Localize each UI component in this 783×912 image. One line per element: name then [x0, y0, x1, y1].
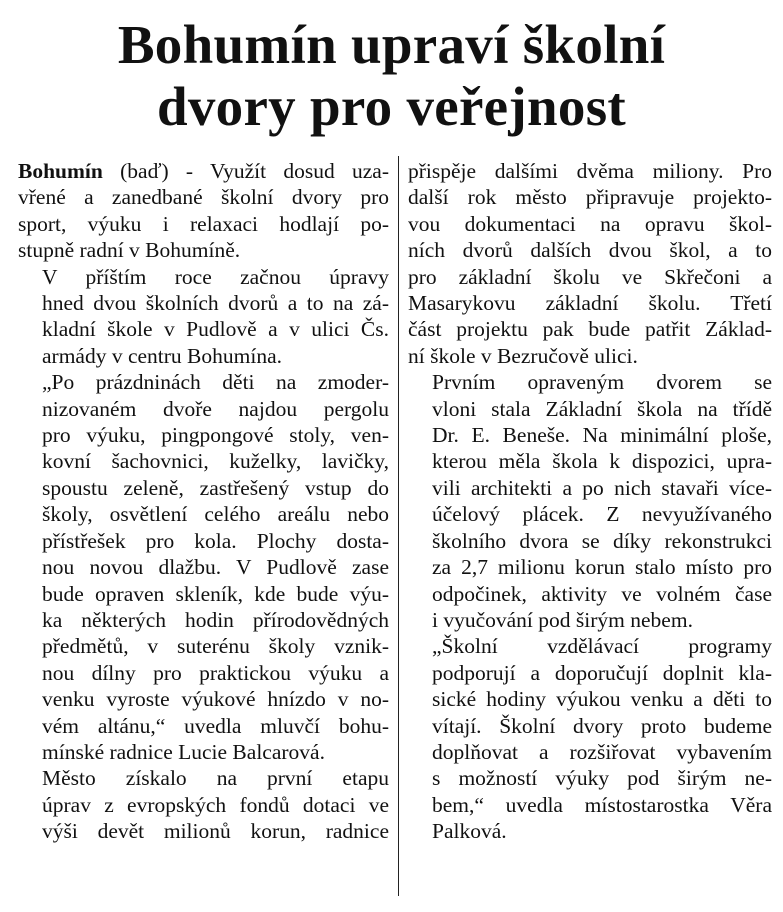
paragraph-1 — [18, 158, 389, 264]
paragraph-5 — [408, 158, 772, 369]
column-divider — [398, 156, 399, 896]
text-line: sport, výuku i relaxaci hodlají po- — [18, 211, 389, 236]
text-line: za 2,7 milionu korun stalo místo pro — [432, 555, 772, 580]
text-line: kterou měla škola k dispozici, upra- — [432, 449, 772, 474]
text-line: přispěje dalšími dvěma miliony. Pro — [408, 159, 772, 183]
text-line: doplňovat a rozšiřovat vybavením — [432, 739, 772, 764]
text-fragment: (baď) - Využít dosud uza- — [102, 159, 389, 183]
text-line: ka některých hodin přírodovědných — [42, 607, 389, 632]
text-line: nou novou dlažbu. V Pudlově zase — [42, 555, 389, 580]
text-line: ní škole v Bezručově ulici. — [408, 343, 638, 368]
text-line: pro výuku, pingpongové stoly, ven- — [42, 423, 389, 448]
dateline: Bohumín — [18, 159, 103, 183]
text-line: sické hodiny výukou venku a děti to — [432, 687, 772, 712]
text-line: vloni stala Základní škola na třídě — [432, 396, 772, 421]
text-line: venku vyroste výukové hnízdo v no- — [42, 687, 389, 712]
text-line: část projektu pak bude patřit Základ- — [408, 317, 772, 342]
text-line: školy, osvětlení celého areálu nebo — [42, 502, 389, 527]
text-line: mínské radnice Lucie Balcarová. — [42, 739, 325, 764]
text-line: armády v centru Bohumína. — [42, 343, 283, 368]
text-line: Prvním opraveným dvorem se — [432, 370, 772, 395]
text-line: nou dílny pro praktickou výuku a — [42, 660, 389, 685]
paragraph-7 — [408, 633, 772, 844]
text-line: Palková. — [432, 819, 507, 844]
text-line: Masarykovu základní školu. Třetí — [408, 291, 772, 316]
paragraph-6 — [408, 369, 772, 633]
text-line: účelový plácek. Z nevyužívaného — [432, 502, 772, 527]
headline-line: Bohumín upraví školní — [117, 14, 666, 75]
text-line: ních dvorů dalších dvou škol, a to — [408, 238, 772, 263]
text-line: i vyučování pod širým nebem. — [432, 607, 693, 632]
text-line: odpočinek, aktivity ve volném čase — [432, 581, 772, 606]
headline — [0, 14, 783, 138]
text-line: s možností výuky pod širým ne- — [432, 766, 772, 791]
text-line: kladní škole v Pudlově a v ulici Čs. — [42, 317, 389, 342]
text-line: Dr. E. Beneše. Na minimální ploše, — [432, 423, 772, 448]
text-line: podporují a doporučují doplnit kla- — [432, 660, 772, 685]
text-line: úprav z evropských fondů dotaci ve — [42, 792, 389, 817]
text-line: bem,“ uvedla místostarostka Věra — [432, 792, 772, 817]
left-column — [18, 158, 389, 845]
text-line: nizovaném dvoře najdou pergolu — [42, 396, 389, 421]
text-line: hned dvou školních dvorů a to na zá- — [42, 291, 389, 316]
text-line: „Školní vzdělávací programy — [432, 634, 772, 659]
text-line: spoustu zeleně, zastřešený vstup do — [42, 475, 389, 500]
text-line: vém altánu,“ uvedla mluvčí bohu- — [42, 713, 389, 738]
text-line: vítají. Školní dvory proto budeme — [432, 713, 772, 738]
text-line: stupně radní v Bohumíně. — [18, 238, 241, 263]
text-line: výši devět milionů korun, radnice — [42, 819, 389, 844]
text-line: školního dvora se díky rekonstrukci — [432, 528, 772, 553]
paragraph-4 — [18, 765, 389, 844]
text-line: přístřešek pro kola. Plochy dosta- — [42, 528, 389, 553]
paragraph-3 — [18, 369, 389, 765]
text-line: V příštím roce začnou úpravy — [42, 264, 389, 289]
headline-line: dvory pro veřejnost — [156, 76, 627, 137]
text-line: bude opraven skleník, kde bude výu- — [42, 581, 389, 606]
text-line: „Po prázdninách děti na zmoder- — [42, 370, 389, 395]
text-line: pro základní školu ve Skřečoni a — [408, 264, 772, 289]
paragraph-2 — [18, 264, 389, 370]
right-column — [408, 158, 772, 845]
text-line: Město získalo na první etapu — [42, 766, 389, 791]
text-line: předmětů, v suterénu školy vznik- — [42, 634, 389, 659]
text-line — [18, 158, 389, 184]
text-line: vřené a zanedbané školní dvory pro — [18, 185, 389, 210]
text-line: kovní šachovnici, kuželky, lavičky, — [42, 449, 389, 474]
text-line: vou dokumentaci na opravu škol- — [408, 211, 772, 236]
text-line: vili architekti a po nich stavaři více- — [432, 475, 772, 500]
text-line: další rok město připravuje projekto- — [408, 185, 772, 210]
